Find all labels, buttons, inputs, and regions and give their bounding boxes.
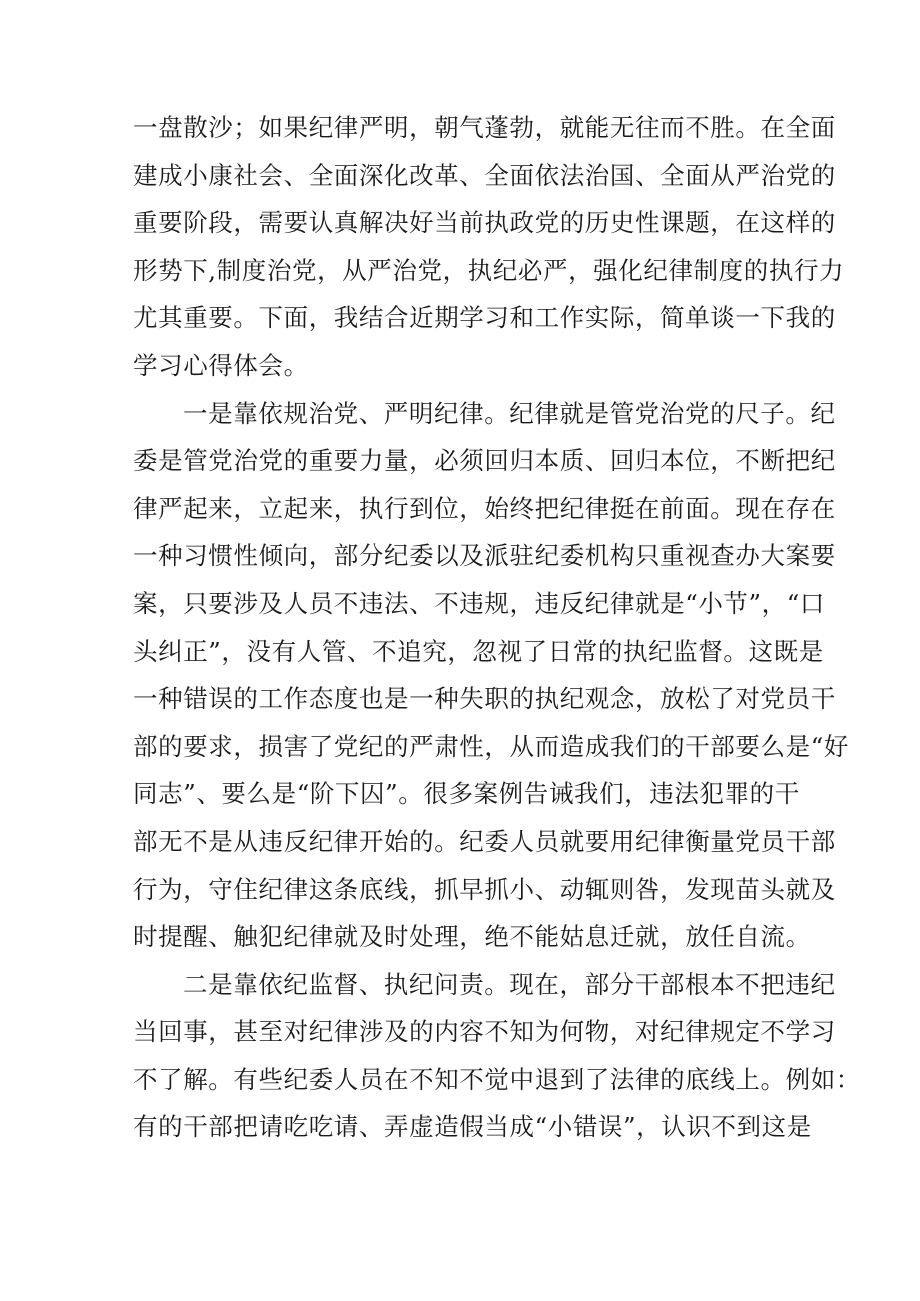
text-line: 当回事，甚至对纪律涉及的内容不知为何物，对纪律规定不学习 bbox=[133, 1017, 836, 1047]
text-line: 形势下,制度治党，从严治党，执纪必严，强化纪律制度的执行力 bbox=[133, 255, 845, 285]
text-line: 同志”、要么是“阶下囚”。很多案例告诫我们，违法犯罪的干 bbox=[133, 779, 800, 809]
text-line: 二是靠依纪监督、执纪问责。现在，部分干部根本不把违纪 bbox=[183, 969, 836, 999]
text-line: 有的干部把请吃吃请、弄虚造假当成“小错误”，认识不到这是 bbox=[133, 1112, 812, 1142]
text-line: 建成小康社会、全面深化改革、全面依法治国、全面从严治党的 bbox=[133, 160, 836, 190]
text-line: 头纠正”，没有人管、不追究，忽视了日常的执纪监督。这既是 bbox=[133, 636, 824, 666]
text-line: 不了解。有些纪委人员在不知不觉中退到了法律的底线上。例如： bbox=[133, 1064, 861, 1094]
text-line: 一种习惯性倾向，部分纪委以及派驻纪委机构只重视查办大案要 bbox=[133, 541, 836, 571]
text-line: 律严起来，立起来，执行到位，始终把纪律挺在前面。现在存在 bbox=[133, 493, 836, 523]
text-line: 案，只要涉及人员不违法、不违规，违反纪律就是“小节”，“口 bbox=[133, 588, 825, 618]
text-line: 部的要求，损害了党纪的严肃性，从而造成我们的干部要么是“好 bbox=[133, 731, 849, 761]
text-line: 重要阶段，需要认真解决好当前执政党的历史性课题，在这样的 bbox=[133, 208, 836, 238]
paragraph-1 bbox=[133, 104, 845, 390]
text-line: 委是管党治党的重要力量，必须回归本质、回归本位，不断把纪 bbox=[133, 446, 836, 476]
text-line: 尤其重要。下面，我结合近期学习和工作实际，简单谈一下我的 bbox=[133, 303, 836, 333]
text-line: 一是靠依规治党、严明纪律。纪律就是管党治党的尺子。纪 bbox=[183, 398, 836, 428]
text-line: 学习心得体会。 bbox=[133, 350, 309, 380]
paragraph-3 bbox=[133, 961, 861, 1151]
text-line: 时提醒、触犯纪律就及时处理，绝不能姑息迁就，放任自流。 bbox=[133, 922, 811, 952]
text-line: 部无不是从违反纪律开始的。纪委人员就要用纪律衡量党员干部 bbox=[133, 826, 836, 856]
document-body bbox=[133, 104, 861, 1151]
text-line: 行为，守住纪律这条底线，抓早抓小、动辄则咎，发现苗头就及 bbox=[133, 874, 836, 904]
text-line: 一盘散沙；如果纪律严明，朝气蓬勃，就能无往而不胜。在全面 bbox=[133, 113, 836, 142]
paragraph-2 bbox=[133, 390, 849, 961]
text-line: 一种错误的工作态度也是一种失职的执纪观念，放松了对党员干 bbox=[133, 684, 836, 714]
